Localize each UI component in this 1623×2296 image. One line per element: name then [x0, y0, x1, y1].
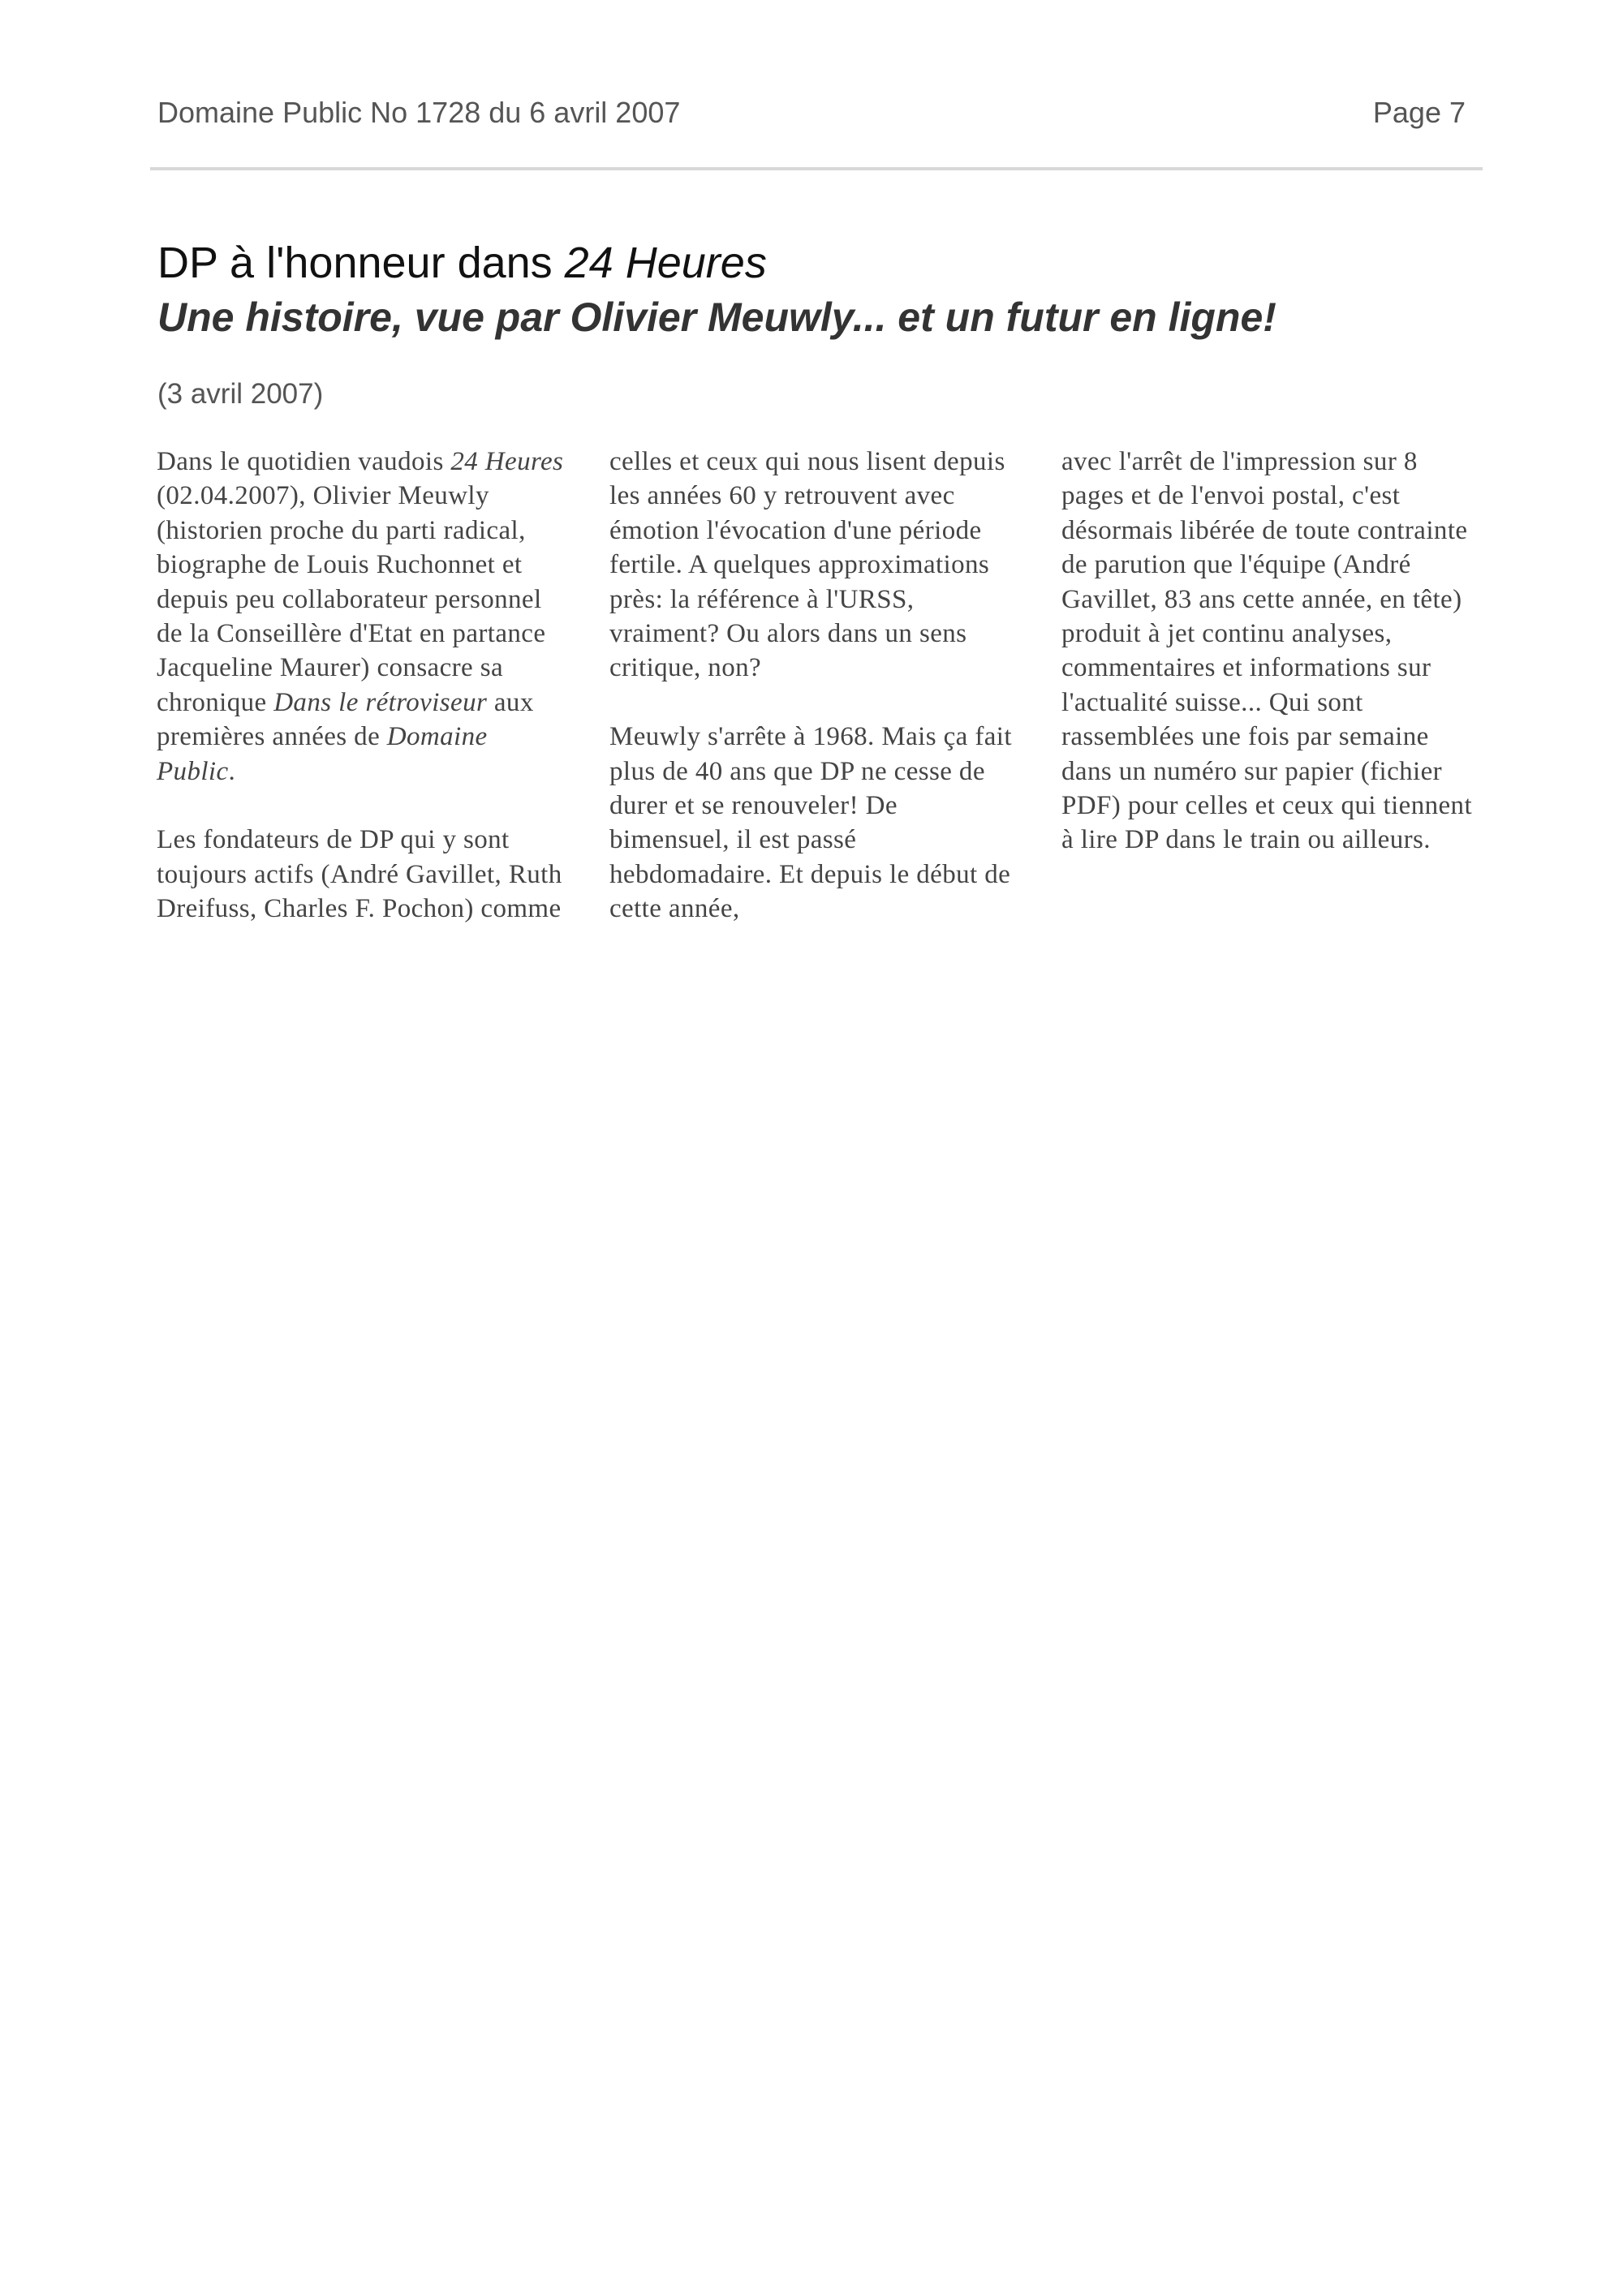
- article-title-italic: 24 Heures: [564, 239, 767, 287]
- paragraph-2-start: Les fondateurs de DP qui y sont toujours actifs (André Gavillet, Ruth Dreifuss, Charles F. Pochon) comme: [157, 825, 562, 924]
- text-run: .: [228, 756, 236, 786]
- column-2: [609, 445, 1023, 961]
- text-run: aux premières années de: [157, 687, 534, 752]
- column-3: [1061, 445, 1475, 892]
- paragraph-3-start: Meuwly s'arrête à 1968. Mais ça fait plus de 40 ans que DP ne cesse de durer et se renouveler! De bimensuel, il est passé hebdomadaire. Et depuis le début de cette année,: [609, 722, 1012, 924]
- paragraph-2-end: celles et ceux qui nous lisent depuis les années 60 y retrouvent avec émotion l'évocation d'une période fertile. A quelques approximations près: la référence à l'URSS, vraiment? Ou alors dans un sens critique, non?: [609, 447, 1005, 683]
- paragraph-3-end: avec l'arrêt de l'impression sur 8 pages et de l'envoi postal, c'est désormais libérée de toute contrainte de parution que l'équipe (André Gavillet, 83 ans cette année, en tête) produit à jet continu analyses, commentaires et informations sur l'actualité suisse... Qui sont rassemblées une fois par semaine dans un numéro sur papier (fichier PDF) pour celles et ceux qui tiennent à lire DP dans le train ou ailleurs.: [1061, 447, 1473, 855]
- column-1: [157, 445, 570, 961]
- text-run: Dans le quotidien vaudois: [157, 447, 451, 476]
- article-title: [157, 237, 1472, 289]
- text-run: (02.04.2007), Olivier Meuwly (historien proche du parti radical, biographe de Louis Ruchonnet et depuis peu collaborateur personnel de la Conseillère d'Etat en partance Jacqueline Maurer) consacre sa chronique: [157, 481, 546, 717]
- article-title-text: DP à l'honneur dans: [157, 239, 565, 287]
- article-date: (3 avril 2007): [157, 378, 324, 410]
- article-subtitle: Une histoire, vue par Olivier Meuwly... et un futur en ligne!: [157, 295, 1276, 340]
- page-header: [157, 96, 1466, 136]
- publication-name: Domaine Public: [157, 722, 488, 786]
- publication-line: Domaine Public No 1728 du 6 avril 2007: [157, 96, 681, 129]
- header-divider: [150, 167, 1483, 170]
- page-number: Page 7: [1372, 96, 1466, 129]
- column-name: Dans le rétroviseur: [273, 687, 488, 717]
- newspaper-name: 24 Heures: [450, 447, 564, 476]
- paragraph-1: [157, 445, 570, 789]
